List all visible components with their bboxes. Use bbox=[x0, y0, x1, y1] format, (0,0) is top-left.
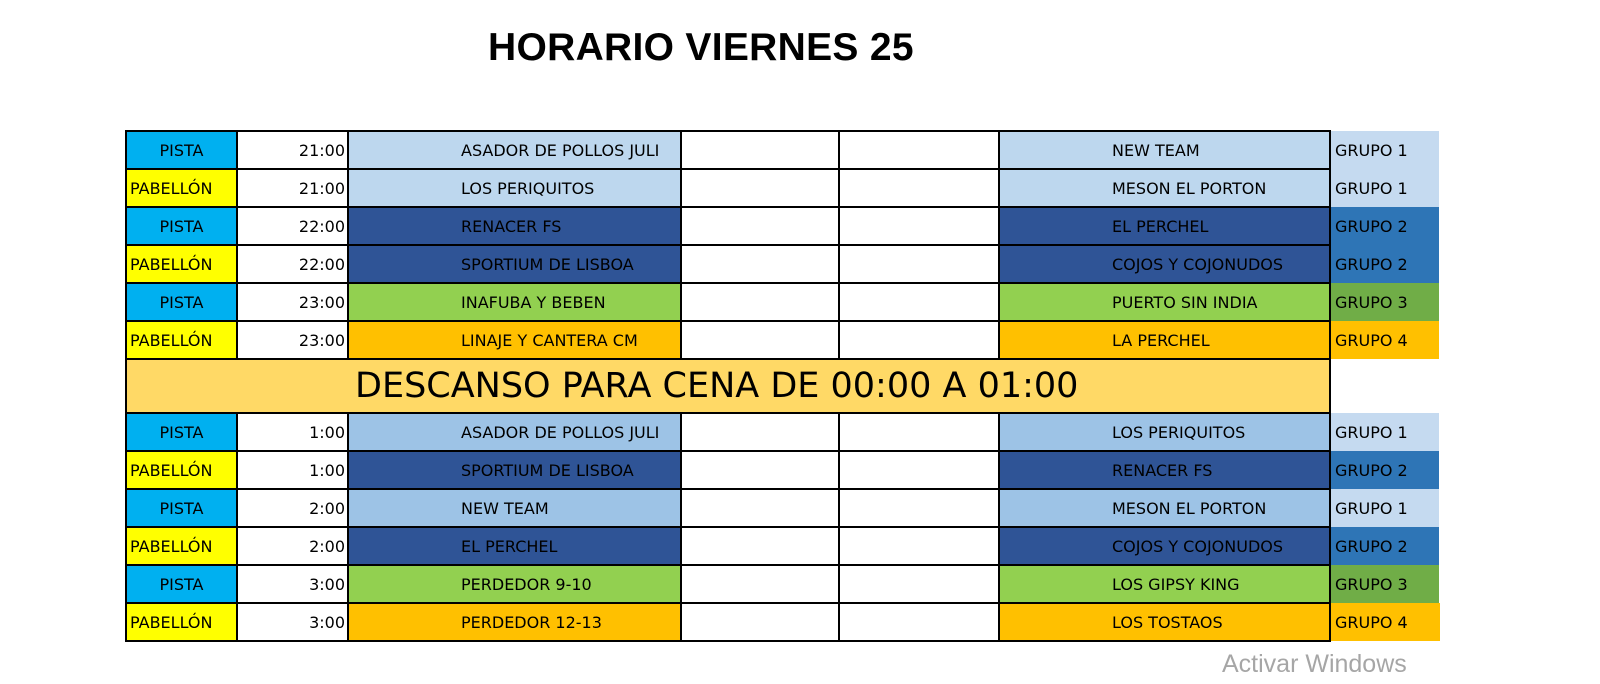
group-cell: GRUPO 1 bbox=[1330, 489, 1440, 527]
group-cell: GRUPO 1 bbox=[1330, 131, 1440, 169]
away-team-cell: RENACER FS bbox=[999, 451, 1330, 489]
home-team-cell: PERDEDOR 12-13 bbox=[348, 603, 681, 641]
group-cell: GRUPO 4 bbox=[1330, 321, 1440, 359]
score-cell bbox=[839, 245, 999, 283]
group-cell: GRUPO 1 bbox=[1330, 413, 1440, 451]
schedule-row bbox=[126, 603, 1440, 641]
away-team-cell: LOS TOSTAOS bbox=[999, 603, 1330, 641]
location-cell: PISTA bbox=[126, 489, 237, 527]
score-cell bbox=[681, 603, 839, 641]
score-cell bbox=[681, 245, 839, 283]
schedule-row bbox=[126, 245, 1440, 283]
away-team-cell: LA PERCHEL bbox=[999, 321, 1330, 359]
location-cell: PABELLÓN bbox=[126, 603, 237, 641]
score-cell bbox=[681, 527, 839, 565]
score-cell bbox=[681, 283, 839, 321]
group-cell: GRUPO 3 bbox=[1330, 565, 1440, 603]
score-cell bbox=[681, 207, 839, 245]
group-cell: GRUPO 3 bbox=[1330, 283, 1440, 321]
schedule-row bbox=[126, 489, 1440, 527]
home-team-cell: SPORTIUM DE LISBOA bbox=[348, 245, 681, 283]
away-team-cell: LOS PERIQUITOS bbox=[999, 413, 1330, 451]
home-team-cell: EL PERCHEL bbox=[348, 527, 681, 565]
home-team-cell: SPORTIUM DE LISBOA bbox=[348, 451, 681, 489]
location-cell: PABELLÓN bbox=[126, 527, 237, 565]
schedule-row bbox=[126, 321, 1440, 359]
home-team-cell: LINAJE Y CANTERA CM bbox=[348, 321, 681, 359]
score-cell bbox=[839, 169, 999, 207]
score-cell bbox=[839, 527, 999, 565]
schedule-row bbox=[126, 451, 1440, 489]
time-cell: 3:00 bbox=[237, 603, 348, 641]
score-cell bbox=[681, 131, 839, 169]
group-cell: GRUPO 4 bbox=[1330, 603, 1440, 641]
away-team-cell: NEW TEAM bbox=[999, 131, 1330, 169]
location-cell: PISTA bbox=[126, 283, 237, 321]
home-team-cell: PERDEDOR 9-10 bbox=[348, 565, 681, 603]
schedule-table bbox=[125, 130, 1441, 642]
schedule-row bbox=[126, 413, 1440, 451]
schedule-row bbox=[126, 131, 1440, 169]
time-cell: 21:00 bbox=[237, 169, 348, 207]
home-team-cell: ASADOR DE POLLOS JULI bbox=[348, 413, 681, 451]
away-team-cell: LOS GIPSY KING bbox=[999, 565, 1330, 603]
time-cell: 22:00 bbox=[237, 245, 348, 283]
time-cell: 21:00 bbox=[237, 131, 348, 169]
score-cell bbox=[681, 321, 839, 359]
page-title: HORARIO VIERNES 25 bbox=[488, 26, 914, 69]
away-team-cell: COJOS Y COJONUDOS bbox=[999, 527, 1330, 565]
schedule-row bbox=[126, 207, 1440, 245]
score-cell bbox=[839, 131, 999, 169]
group-cell: GRUPO 1 bbox=[1330, 169, 1440, 207]
time-cell: 2:00 bbox=[237, 527, 348, 565]
time-cell: 1:00 bbox=[237, 413, 348, 451]
group-cell: GRUPO 2 bbox=[1330, 451, 1440, 489]
time-cell: 23:00 bbox=[237, 321, 348, 359]
schedule-row bbox=[126, 169, 1440, 207]
score-cell bbox=[839, 413, 999, 451]
group-cell: GRUPO 2 bbox=[1330, 245, 1440, 283]
score-cell bbox=[839, 603, 999, 641]
break-empty-cell bbox=[1330, 359, 1440, 413]
score-cell bbox=[839, 321, 999, 359]
location-cell: PISTA bbox=[126, 207, 237, 245]
group-cell: GRUPO 2 bbox=[1330, 527, 1440, 565]
score-cell bbox=[839, 207, 999, 245]
time-cell: 2:00 bbox=[237, 489, 348, 527]
schedule-row bbox=[126, 527, 1440, 565]
away-team-cell: MESON EL PORTON bbox=[999, 169, 1330, 207]
schedule-body bbox=[126, 131, 1440, 641]
home-team-cell: INAFUBA Y BEBEN bbox=[348, 283, 681, 321]
away-team-cell: MESON EL PORTON bbox=[999, 489, 1330, 527]
location-cell: PISTA bbox=[126, 131, 237, 169]
score-cell bbox=[681, 565, 839, 603]
home-team-cell: ASADOR DE POLLOS JULI bbox=[348, 131, 681, 169]
home-team-cell: LOS PERIQUITOS bbox=[348, 169, 681, 207]
group-cell: GRUPO 2 bbox=[1330, 207, 1440, 245]
time-cell: 1:00 bbox=[237, 451, 348, 489]
score-cell bbox=[839, 451, 999, 489]
break-banner: DESCANSO PARA CENA DE 00:00 A 01:00 bbox=[126, 359, 1330, 413]
score-cell bbox=[681, 413, 839, 451]
time-cell: 3:00 bbox=[237, 565, 348, 603]
home-team-cell: NEW TEAM bbox=[348, 489, 681, 527]
score-cell bbox=[681, 169, 839, 207]
score-cell bbox=[839, 565, 999, 603]
away-team-cell: PUERTO SIN INDIA bbox=[999, 283, 1330, 321]
score-cell bbox=[839, 283, 999, 321]
location-cell: PABELLÓN bbox=[126, 451, 237, 489]
time-cell: 22:00 bbox=[237, 207, 348, 245]
away-team-cell: EL PERCHEL bbox=[999, 207, 1330, 245]
location-cell: PABELLÓN bbox=[126, 169, 237, 207]
location-cell: PABELLÓN bbox=[126, 321, 237, 359]
windows-activation-watermark: Activar Windows bbox=[1222, 650, 1407, 678]
location-cell: PISTA bbox=[126, 565, 237, 603]
location-cell: PABELLÓN bbox=[126, 245, 237, 283]
score-cell bbox=[681, 451, 839, 489]
score-cell bbox=[681, 489, 839, 527]
time-cell: 23:00 bbox=[237, 283, 348, 321]
schedule-row bbox=[126, 565, 1440, 603]
away-team-cell: COJOS Y COJONUDOS bbox=[999, 245, 1330, 283]
score-cell bbox=[839, 489, 999, 527]
schedule-row bbox=[126, 283, 1440, 321]
break-row bbox=[126, 359, 1440, 413]
location-cell: PISTA bbox=[126, 413, 237, 451]
home-team-cell: RENACER FS bbox=[348, 207, 681, 245]
